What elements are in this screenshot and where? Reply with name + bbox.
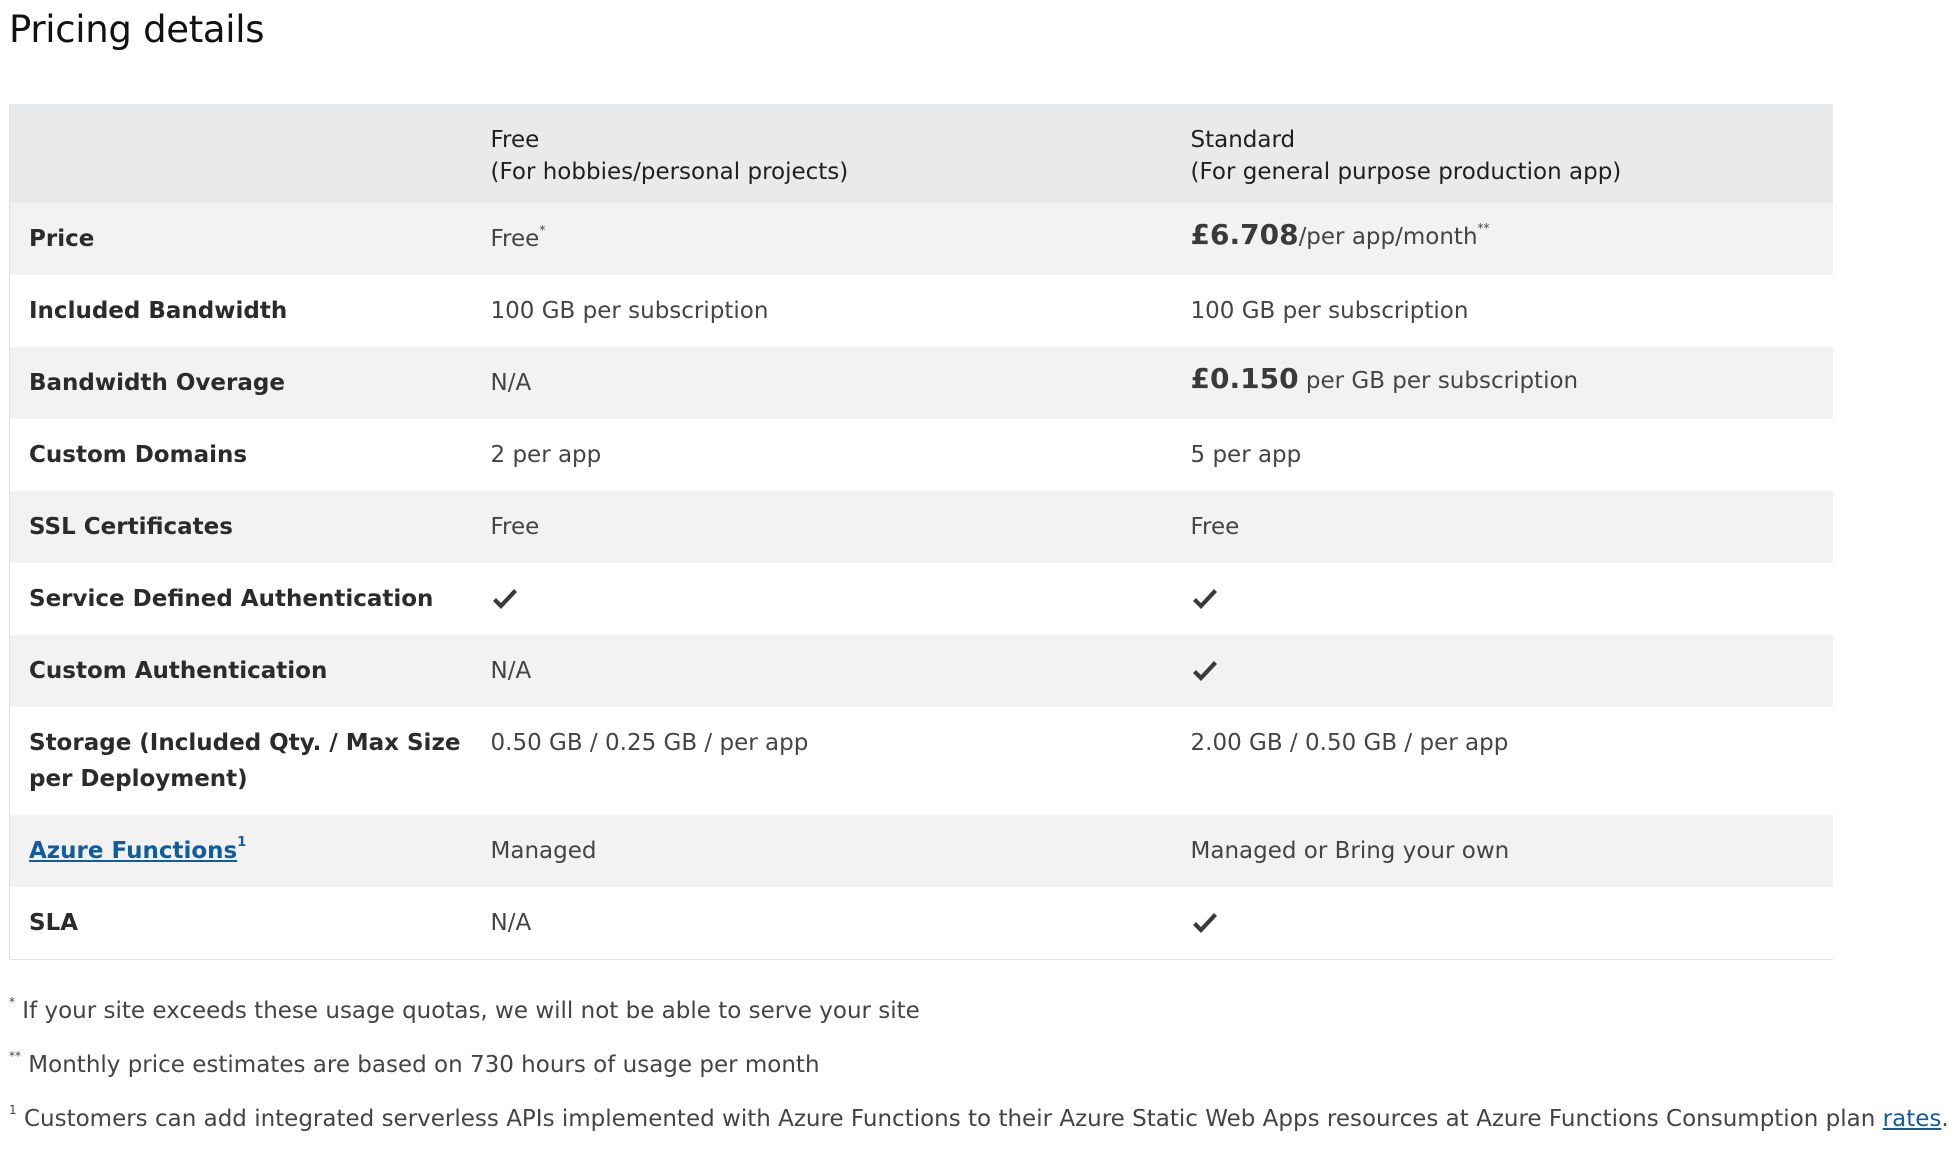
row-label-custom-authentication: Custom Authentication bbox=[29, 658, 328, 684]
table-row-service-defined-authentication bbox=[10, 563, 1833, 635]
header-feature bbox=[10, 104, 472, 203]
row-label-bandwidth-overage: Bandwidth Overage bbox=[29, 370, 285, 396]
footnote-end: . bbox=[1941, 1106, 1949, 1132]
ssl-certificates-free: Free bbox=[490, 514, 540, 540]
included-bandwidth-standard: 100 GB per subscription bbox=[1190, 298, 1469, 324]
custom-domains-standard: 5 per app bbox=[1190, 442, 1302, 468]
row-label-storage: Storage (Included Qty. / Max Size per Deployment) bbox=[29, 730, 461, 792]
bandwidth-overage-free: N/A bbox=[490, 370, 532, 396]
footnote-single-asterisk bbox=[9, 996, 1819, 1050]
table-row-included-bandwidth bbox=[10, 275, 1833, 347]
row-label-service-defined-authentication: Service Defined Authentication bbox=[29, 586, 434, 612]
free-plan-subtitle: (For hobbies/personal projects) bbox=[490, 159, 849, 185]
footnote-text: Customers can add integrated serverless APIs implemented with Azure Functions to their Azure Static Web Apps resources at Azure Functions Consumption plan bbox=[16, 1106, 1883, 1132]
rates-link[interactable]: rates bbox=[1882, 1106, 1942, 1132]
service-auth-standard bbox=[1172, 563, 1833, 635]
azure-functions-free: Managed bbox=[490, 838, 597, 864]
table-row-sla bbox=[10, 887, 1833, 959]
sla-standard bbox=[1172, 887, 1833, 959]
row-label-price: Price bbox=[29, 226, 95, 252]
standard-plan-name: Standard bbox=[1190, 127, 1296, 153]
custom-auth-free: N/A bbox=[490, 658, 532, 684]
table-row-custom-authentication bbox=[10, 635, 1833, 707]
table-row-ssl-certificates bbox=[10, 491, 1833, 563]
row-label-azure-functions-cell bbox=[10, 815, 472, 887]
pricing-table bbox=[9, 104, 1833, 960]
table-row-custom-domains bbox=[10, 419, 1833, 491]
service-auth-free bbox=[472, 563, 1172, 635]
price-standard-amount: £6.708 bbox=[1190, 218, 1299, 251]
price-free-cell bbox=[472, 203, 1172, 275]
storage-standard: 2.00 GB / 0.50 GB / per app bbox=[1190, 730, 1509, 756]
azure-functions-footnote-mark: 1 bbox=[237, 835, 247, 850]
row-label-ssl-certificates: SSL Certificates bbox=[29, 514, 233, 540]
checkmark-icon bbox=[1191, 912, 1219, 936]
custom-auth-standard bbox=[1172, 635, 1833, 707]
footnote-one bbox=[9, 1103, 1949, 1158]
price-standard-footnote-mark: ** bbox=[1477, 221, 1490, 235]
table-header-row bbox=[10, 104, 1833, 203]
footnote-mark: ** bbox=[9, 1049, 21, 1063]
table-row-bandwidth-overage bbox=[10, 347, 1833, 419]
header-free-plan bbox=[472, 104, 1172, 203]
price-standard-cell bbox=[1172, 203, 1833, 275]
page-title: Pricing details bbox=[9, 8, 265, 51]
included-bandwidth-free: 100 GB per subscription bbox=[490, 298, 769, 324]
ssl-certificates-standard: Free bbox=[1190, 514, 1240, 540]
free-plan-name: Free bbox=[490, 127, 540, 153]
bandwidth-overage-amount: £0.150 bbox=[1190, 362, 1299, 395]
table-row-storage bbox=[10, 707, 1833, 815]
bandwidth-overage-standard bbox=[1172, 347, 1833, 419]
row-label-custom-domains: Custom Domains bbox=[29, 442, 248, 468]
price-free-value: Free bbox=[490, 226, 540, 252]
sla-free: N/A bbox=[490, 910, 532, 936]
checkmark-icon bbox=[1191, 660, 1219, 684]
custom-domains-free: 2 per app bbox=[490, 442, 602, 468]
row-label-sla: SLA bbox=[29, 910, 79, 936]
footnotes bbox=[9, 995, 1949, 1158]
checkmark-icon bbox=[1191, 588, 1219, 612]
azure-functions-standard: Managed or Bring your own bbox=[1190, 838, 1510, 864]
bandwidth-overage-unit: per GB per subscription bbox=[1298, 368, 1579, 394]
price-free-footnote-mark: * bbox=[539, 223, 546, 237]
price-standard-unit: /per app/month bbox=[1298, 224, 1478, 250]
checkmark-icon bbox=[491, 588, 519, 612]
footnote-mark: 1 bbox=[9, 1103, 17, 1117]
azure-functions-link[interactable]: Azure Functions bbox=[29, 838, 238, 864]
header-standard-plan bbox=[1172, 104, 1833, 203]
standard-plan-subtitle: (For general purpose production app) bbox=[1190, 159, 1622, 185]
footnote-double-asterisk bbox=[9, 1050, 1819, 1104]
footnote-mark: * bbox=[9, 995, 15, 1009]
storage-free: 0.50 GB / 0.25 GB / per app bbox=[490, 730, 809, 756]
row-label-included-bandwidth: Included Bandwidth bbox=[29, 298, 288, 324]
footnote-text: Monthly price estimates are based on 730 hours of usage per month bbox=[21, 1052, 820, 1078]
footnote-text: If your site exceeds these usage quotas, we will not be able to serve your site bbox=[15, 998, 920, 1024]
table-row-price bbox=[10, 203, 1833, 275]
table-row-azure-functions bbox=[10, 815, 1833, 887]
